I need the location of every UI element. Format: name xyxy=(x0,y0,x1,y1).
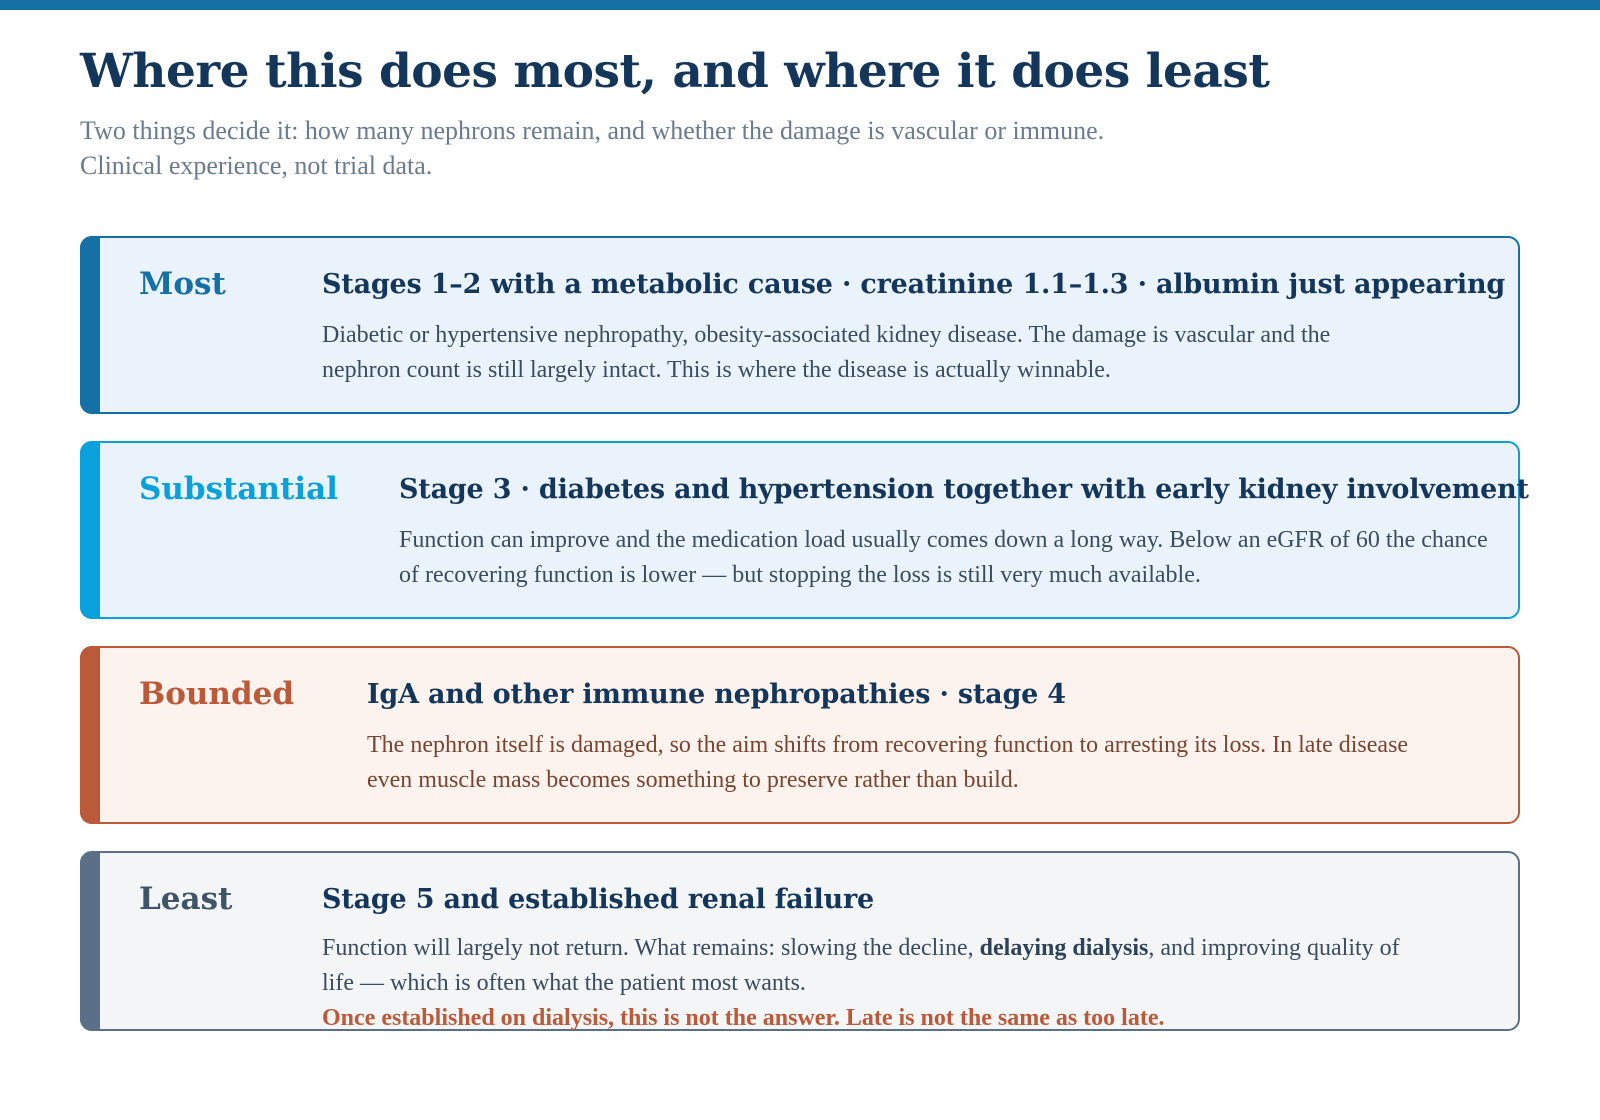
tier-description-emphasis: delaying dialysis xyxy=(979,935,1149,961)
tier-description xyxy=(322,931,1412,1001)
tier-label: Most xyxy=(139,266,226,302)
tier-card-most xyxy=(80,236,1520,414)
tier-stripe xyxy=(80,851,100,1031)
tier-headline: Stage 3 · diabetes and hypertension together with early kidney involvement xyxy=(399,474,1529,505)
tier-label: Substantial xyxy=(139,471,338,507)
page-title: Where this does most, and where it does least xyxy=(80,44,1270,99)
tier-card-least xyxy=(80,851,1520,1031)
tier-stripe xyxy=(80,236,100,414)
tier-headline: IgA and other immune nephropathies · stage 4 xyxy=(367,679,1066,710)
tier-stripe xyxy=(80,441,100,619)
tier-card-bounded xyxy=(80,646,1520,824)
tier-label: Bounded xyxy=(139,676,295,712)
tier-label: Least xyxy=(139,881,233,917)
top-accent-bar xyxy=(0,0,1600,10)
tier-card-substantial xyxy=(80,441,1529,619)
tier-description: Function can improve and the medication load usually comes down a long way. Below an eGFR of 60 the chance of recovering function is lower — but stopping the loss is still very much available. xyxy=(399,527,1488,588)
tier-headline: Stages 1–2 with a metabolic cause · creatinine 1.1–1.3 · albumin just appearing xyxy=(322,269,1506,300)
dialysis-warning: Once established on dialysis, this is not the answer. Late is not the same as too late. xyxy=(322,1005,1165,1031)
tier-description-start: Function will largely not return. What remains: slowing the decline, xyxy=(322,935,980,961)
tier-description: Diabetic or hypertensive nephropathy, obesity-associated kidney disease. The damage is vascular and the nephron count is still largely intact. This is where the disease is actually winnable. xyxy=(322,322,1331,383)
tier-description-end: , and improving quality of life — which is often what the patient most wants. xyxy=(322,935,1400,996)
tier-description: The nephron itself is damaged, so the aim shifts from recovering function to arresting its loss. In late disease even muscle mass becomes something to preserve rather than build. xyxy=(367,732,1409,793)
page-subtitle: Two things decide it: how many nephrons remain, and whether the damage is vascular or immune. Clinical experience, not trial data. xyxy=(80,116,1105,180)
tier-headline: Stage 5 and established renal failure xyxy=(322,884,874,915)
tier-stripe xyxy=(80,646,100,824)
